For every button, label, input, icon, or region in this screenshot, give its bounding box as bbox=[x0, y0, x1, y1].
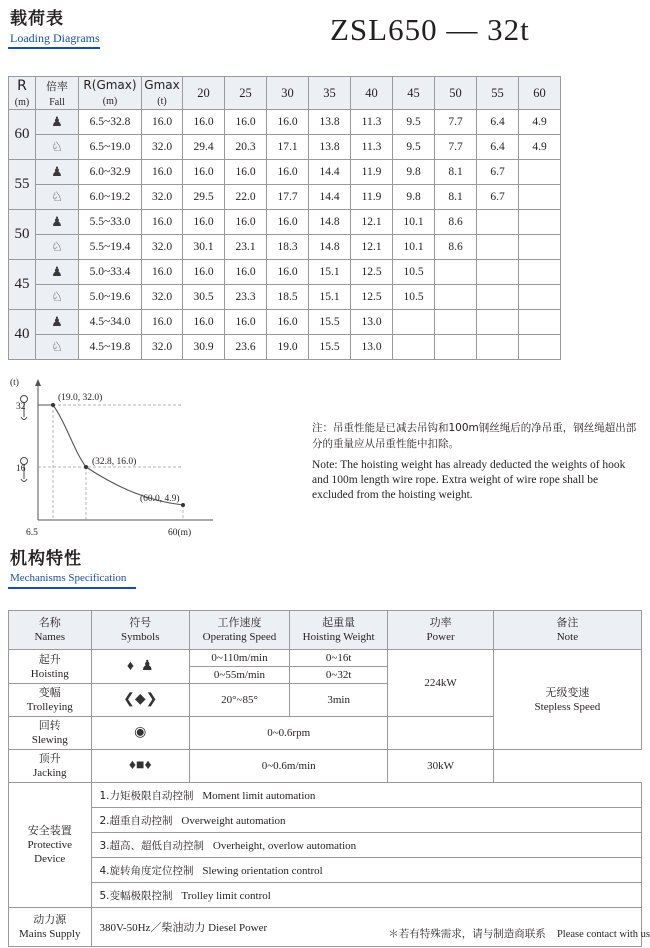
cell: 6.4 bbox=[477, 135, 519, 160]
cell bbox=[519, 260, 561, 285]
mains-supply-label-cn: 动力源 bbox=[33, 913, 67, 926]
gmax-value: 32.0 bbox=[142, 285, 183, 310]
header-gmax-unit: (t) bbox=[157, 96, 167, 107]
gmax-value: 16.0 bbox=[142, 260, 183, 285]
rgmax-value: 5.5~33.0 bbox=[79, 210, 142, 235]
cell: 15.1 bbox=[309, 285, 351, 310]
load-curve-chart bbox=[8, 375, 308, 545]
table-row bbox=[9, 210, 561, 235]
mech-name-jacking-en: Jacking bbox=[32, 767, 67, 779]
cell: 11.3 bbox=[351, 110, 393, 135]
rgmax-value: 5.0~19.6 bbox=[79, 285, 142, 310]
cell bbox=[519, 210, 561, 235]
table-row bbox=[9, 260, 561, 285]
mech-name-hoisting-cn: 起升 bbox=[38, 652, 61, 666]
header-col-60: 60 bbox=[519, 77, 561, 110]
mech-name-trolleying bbox=[9, 684, 92, 717]
mech-header-power-cn: 功率 bbox=[429, 616, 452, 629]
rgmax-value: 4.5~34.0 bbox=[79, 310, 142, 335]
mech-header-weight-cn: 起重量 bbox=[322, 616, 356, 629]
cell: 17.7 bbox=[267, 185, 309, 210]
header-col-40: 40 bbox=[351, 77, 393, 110]
cell: 18.3 bbox=[267, 235, 309, 260]
cell: 15.5 bbox=[309, 335, 351, 360]
cell: 16.0 bbox=[183, 210, 225, 235]
mech-header-power bbox=[388, 611, 493, 650]
mech-weight-hoisting-2: 0~32t bbox=[289, 667, 387, 684]
gmax-value: 32.0 bbox=[142, 235, 183, 260]
cell: 16.0 bbox=[183, 160, 225, 185]
mech-name-jacking-cn: 顶升 bbox=[38, 752, 61, 765]
mains-supply-value: 380V-50Hz／柴油动力 Diesel Power bbox=[91, 908, 642, 947]
mech-name-slewing-cn: 回转 bbox=[38, 719, 61, 732]
gmax-value: 16.0 bbox=[142, 210, 183, 235]
mech-header-power-en: Power bbox=[426, 631, 455, 643]
load-curve bbox=[38, 405, 183, 505]
header-col-50: 50 bbox=[435, 77, 477, 110]
table-row bbox=[9, 235, 561, 260]
mechanisms-header-row bbox=[9, 611, 642, 650]
safety-item-cn: 5.变幅极限控制 bbox=[99, 889, 173, 902]
header-radius-symbol: R bbox=[17, 77, 27, 94]
cell bbox=[393, 310, 435, 335]
chart-xtick-left: 6.5 bbox=[26, 528, 38, 538]
row-radius-40: 40 bbox=[9, 310, 36, 360]
chart-annotation-3: (60.0, 4.9) bbox=[140, 494, 180, 504]
cell: 22.0 bbox=[225, 185, 267, 210]
mech-header-names bbox=[9, 611, 92, 650]
safety-item bbox=[91, 783, 642, 808]
mechanisms-table bbox=[8, 610, 642, 947]
fall-icon: ♘ bbox=[36, 285, 79, 310]
curve-point-1 bbox=[51, 403, 55, 407]
cell: 15.1 bbox=[309, 260, 351, 285]
cell: 14.4 bbox=[309, 185, 351, 210]
cell bbox=[519, 310, 561, 335]
mech-name-jacking bbox=[9, 750, 92, 783]
mech-name-trolleying-en: Trolleying bbox=[26, 701, 73, 713]
mech-header-note-cn: 备注 bbox=[556, 616, 579, 629]
cell: 6.4 bbox=[477, 110, 519, 135]
cell: 4.9 bbox=[519, 110, 561, 135]
cell: 9.5 bbox=[393, 135, 435, 160]
cell: 16.0 bbox=[267, 210, 309, 235]
fall-icon: ♟ bbox=[36, 110, 79, 135]
loading-table-header-row bbox=[9, 77, 561, 110]
chart-xtick-right: 60(m) bbox=[168, 528, 192, 538]
cell bbox=[477, 260, 519, 285]
cell: 16.0 bbox=[267, 310, 309, 335]
trolleying-symbol-icon: ❮◆❯ bbox=[91, 684, 190, 717]
safety-item-en: Moment limit automation bbox=[202, 789, 316, 802]
header-fall-en: Fall bbox=[49, 96, 65, 108]
cell: 12.5 bbox=[351, 260, 393, 285]
cell: 12.1 bbox=[351, 210, 393, 235]
mech-row-hoisting-1 bbox=[9, 650, 642, 667]
cell: 16.0 bbox=[267, 260, 309, 285]
hoisting-note-cn: 注：吊重性能是已减去吊钩和100m钢丝绳后的净吊重，钢丝绳超出部分的重量应从吊重性能中扣除。 bbox=[312, 422, 637, 450]
cell: 11.9 bbox=[351, 160, 393, 185]
cell bbox=[477, 335, 519, 360]
cell: 10.5 bbox=[393, 285, 435, 310]
cell: 23.1 bbox=[225, 235, 267, 260]
hoisting-note bbox=[312, 420, 642, 503]
hoisting-symbol-icon: ♦ ♟ bbox=[91, 650, 190, 684]
safety-row-3 bbox=[9, 833, 642, 858]
fall-icon: ♟ bbox=[36, 310, 79, 335]
rgmax-value: 6.5~19.0 bbox=[79, 135, 142, 160]
cell: 16.0 bbox=[225, 110, 267, 135]
cell: 16.0 bbox=[225, 310, 267, 335]
header-gmax-label: Gmax bbox=[144, 78, 180, 92]
chart-ytick-16: 16 bbox=[16, 464, 26, 474]
cell: 23.3 bbox=[225, 285, 267, 310]
cell: 29.5 bbox=[183, 185, 225, 210]
table-row bbox=[9, 285, 561, 310]
mech-name-hoisting bbox=[9, 650, 92, 684]
cell: 8.6 bbox=[435, 210, 477, 235]
footer-note bbox=[0, 926, 650, 941]
safety-item bbox=[91, 858, 642, 883]
cell: 14.4 bbox=[309, 160, 351, 185]
cell: 12.5 bbox=[351, 285, 393, 310]
cell bbox=[519, 285, 561, 310]
row-radius-55: 55 bbox=[9, 160, 36, 210]
cell: 11.9 bbox=[351, 185, 393, 210]
safety-item-en: Overweight automation bbox=[181, 814, 286, 827]
loading-diagrams-title-cn: 载荷表 bbox=[10, 9, 64, 29]
header-rgmax-label: R(Gmax) bbox=[83, 78, 137, 92]
gmax-value: 32.0 bbox=[142, 335, 183, 360]
mech-speed-hoisting-2: 0~55m/min bbox=[190, 667, 290, 684]
safety-item bbox=[91, 833, 642, 858]
cell: 16.0 bbox=[267, 160, 309, 185]
table-row bbox=[9, 335, 561, 360]
mechanisms-title-en: Mechanisms Specification bbox=[10, 572, 127, 584]
cell: 14.8 bbox=[309, 235, 351, 260]
jacking-symbol-icon: ♦■♦ bbox=[91, 750, 190, 783]
cell: 20.3 bbox=[225, 135, 267, 160]
mech-note-stepless bbox=[493, 650, 641, 750]
mech-name-slewing bbox=[9, 717, 92, 750]
cell: 16.0 bbox=[225, 160, 267, 185]
mech-speed-jacking: 0~0.6m/min bbox=[190, 750, 388, 783]
safety-item-cn: 4.旋转角度定位控制 bbox=[99, 864, 194, 877]
cell: 18.5 bbox=[267, 285, 309, 310]
mech-header-note-en: Note bbox=[556, 631, 579, 643]
fall-icon: ♘ bbox=[36, 235, 79, 260]
cell bbox=[435, 335, 477, 360]
row-radius-50: 50 bbox=[9, 210, 36, 260]
safety-label bbox=[9, 783, 92, 908]
cell: 13.0 bbox=[351, 310, 393, 335]
header-col-30: 30 bbox=[267, 77, 309, 110]
gmax-value: 32.0 bbox=[142, 135, 183, 160]
chart-annotation-1: (19.0, 32.0) bbox=[58, 393, 103, 403]
cell: 16.0 bbox=[225, 260, 267, 285]
mechanisms-title bbox=[8, 548, 136, 589]
footer-note-cn: ＊若有特殊需求，请与制造商联系 bbox=[388, 928, 546, 940]
cell: 16.0 bbox=[183, 310, 225, 335]
mech-header-speed bbox=[190, 611, 290, 650]
mechanisms-title-cn: 机构特性 bbox=[10, 549, 82, 569]
mech-name-trolleying-cn: 变幅 bbox=[38, 686, 61, 699]
gmax-value: 32.0 bbox=[142, 185, 183, 210]
safety-label-cn: 安全装置 bbox=[27, 824, 72, 837]
rgmax-value: 6.5~32.8 bbox=[79, 110, 142, 135]
cell: 11.3 bbox=[351, 135, 393, 160]
mech-speed-trolleying: 3min bbox=[289, 684, 387, 717]
row-radius-60: 60 bbox=[9, 110, 36, 160]
table-row bbox=[9, 310, 561, 335]
cell: 29.4 bbox=[183, 135, 225, 160]
header-rgmax-unit: (m) bbox=[102, 96, 118, 107]
mech-row-jacking bbox=[9, 750, 642, 783]
fall-icon: ♘ bbox=[36, 135, 79, 160]
cell: 30.9 bbox=[183, 335, 225, 360]
rgmax-value: 6.0~32.9 bbox=[79, 160, 142, 185]
cell: 9.8 bbox=[393, 160, 435, 185]
header-rgmax bbox=[79, 77, 142, 110]
page-header bbox=[0, 0, 650, 68]
cell: 13.0 bbox=[351, 335, 393, 360]
mech-power-jacking: 30kW bbox=[388, 750, 493, 783]
header-col-55: 55 bbox=[477, 77, 519, 110]
mech-speed-hoisting-1: 0~110m/min bbox=[190, 650, 290, 667]
cell bbox=[519, 235, 561, 260]
safety-item-cn: 2.超重自动控制 bbox=[99, 814, 173, 827]
gmax-value: 16.0 bbox=[142, 110, 183, 135]
mech-weight-hoisting-1: 0~16t bbox=[289, 650, 387, 667]
slewing-symbol-icon: ◉ bbox=[91, 717, 190, 750]
cell: 13.8 bbox=[309, 110, 351, 135]
cell bbox=[477, 210, 519, 235]
cell: 7.7 bbox=[435, 135, 477, 160]
cell bbox=[477, 310, 519, 335]
model-name: ZSL650 — 32t bbox=[330, 12, 530, 47]
fall-icon: ♟ bbox=[36, 160, 79, 185]
cell: 23.6 bbox=[225, 335, 267, 360]
mech-speed-slewing: 0~0.6rpm bbox=[190, 717, 388, 750]
curve-point-3 bbox=[181, 503, 185, 507]
row-radius-45: 45 bbox=[9, 260, 36, 310]
cell: 17.1 bbox=[267, 135, 309, 160]
mech-header-symbols-cn: 符号 bbox=[129, 616, 152, 629]
cell: 7.7 bbox=[435, 110, 477, 135]
mech-name-hoisting-en: Hoisting bbox=[30, 667, 69, 680]
chart-y-arrow bbox=[35, 379, 41, 386]
cell bbox=[477, 235, 519, 260]
loading-diagrams-title bbox=[8, 8, 100, 49]
cell: 30.5 bbox=[183, 285, 225, 310]
loading-diagrams-title-en: Loading Diagrams bbox=[10, 31, 100, 45]
gmax-value: 16.0 bbox=[142, 310, 183, 335]
mech-power-slewing-blank bbox=[388, 717, 493, 750]
mech-name-slewing-en: Slewing bbox=[31, 734, 68, 746]
safety-item-en: Trolley limit control bbox=[181, 889, 271, 902]
cell: 6.7 bbox=[477, 160, 519, 185]
safety-item-cn: 1.力矩极限自动控制 bbox=[99, 789, 194, 802]
safety-row-1 bbox=[9, 783, 642, 808]
cell: 15.5 bbox=[309, 310, 351, 335]
header-fall bbox=[36, 77, 79, 110]
safety-item bbox=[91, 808, 642, 833]
footer-note-en: Please contact with us bbox=[556, 929, 650, 940]
mech-angle-trolleying: 20°~85° bbox=[190, 684, 290, 717]
cell bbox=[435, 285, 477, 310]
table-row bbox=[9, 135, 561, 160]
cell: 8.6 bbox=[435, 235, 477, 260]
cell: 9.5 bbox=[393, 110, 435, 135]
cell: 10.1 bbox=[393, 210, 435, 235]
mech-header-speed-en: Operating Speed bbox=[202, 631, 277, 643]
cell: 6.7 bbox=[477, 185, 519, 210]
mech-header-symbols bbox=[91, 611, 190, 650]
header-col-20: 20 bbox=[183, 77, 225, 110]
chart-ytick-32: 32 bbox=[16, 402, 26, 412]
cell: 30.1 bbox=[183, 235, 225, 260]
cell: 16.0 bbox=[267, 110, 309, 135]
rgmax-value: 5.5~19.4 bbox=[79, 235, 142, 260]
safety-label-en2: Device bbox=[34, 853, 66, 865]
fall-icon: ♘ bbox=[36, 335, 79, 360]
mech-header-symbols-en: Symbols bbox=[121, 631, 160, 643]
cell bbox=[477, 285, 519, 310]
cell: 8.1 bbox=[435, 160, 477, 185]
mech-note-cn: 无级变速 bbox=[545, 685, 590, 699]
table-row bbox=[9, 185, 561, 210]
safety-item-en: Slewing orientation control bbox=[202, 864, 323, 877]
mech-header-names-cn: 名称 bbox=[38, 616, 61, 629]
header-gmax bbox=[142, 77, 183, 110]
cell bbox=[519, 160, 561, 185]
cell: 13.8 bbox=[309, 135, 351, 160]
header-col-25: 25 bbox=[225, 77, 267, 110]
safety-item bbox=[91, 883, 642, 908]
safety-label-en1: Protective bbox=[27, 839, 73, 851]
cell: 19.0 bbox=[267, 335, 309, 360]
safety-row-2 bbox=[9, 808, 642, 833]
cell bbox=[393, 335, 435, 360]
mech-power-main: 224kW bbox=[388, 650, 493, 717]
chart-annotation-2: (32.8, 16.0) bbox=[92, 457, 137, 467]
rgmax-value: 4.5~19.8 bbox=[79, 335, 142, 360]
chart-ylabel: (t) bbox=[10, 378, 19, 388]
table-row bbox=[9, 160, 561, 185]
cell: 16.0 bbox=[225, 210, 267, 235]
cell: 12.1 bbox=[351, 235, 393, 260]
fall-icon: ♘ bbox=[36, 185, 79, 210]
mech-note-en: Stepless Speed bbox=[534, 700, 601, 713]
table-row bbox=[9, 110, 561, 135]
safety-item-cn: 3.超高、超低自动控制 bbox=[99, 839, 205, 852]
header-fall-cn: 倍率 bbox=[46, 79, 68, 93]
cell: 14.8 bbox=[309, 210, 351, 235]
hoisting-note-en: Note: The hoisting weight has already deducted the weights of hook and 100m length wire rope. Extra weight of wire rope shall be excluded from the hoisting weight. bbox=[312, 459, 626, 501]
mains-supply-label-en: Mains Supply bbox=[19, 928, 81, 940]
safety-row-4 bbox=[9, 858, 642, 883]
header-col-35: 35 bbox=[309, 77, 351, 110]
rgmax-value: 6.0~19.2 bbox=[79, 185, 142, 210]
cell: 16.0 bbox=[183, 110, 225, 135]
mech-header-weight-en: Hoisting Weight bbox=[302, 631, 375, 643]
cell bbox=[519, 335, 561, 360]
header-col-45: 45 bbox=[393, 77, 435, 110]
rgmax-value: 5.0~33.4 bbox=[79, 260, 142, 285]
loading-table bbox=[8, 76, 561, 360]
header-radius bbox=[9, 77, 36, 110]
cell: 16.0 bbox=[183, 260, 225, 285]
curve-point-2 bbox=[84, 465, 88, 469]
cell: 8.1 bbox=[435, 185, 477, 210]
mech-header-note bbox=[493, 611, 641, 650]
cell: 4.9 bbox=[519, 135, 561, 160]
header-radius-unit: (m) bbox=[14, 96, 30, 108]
mech-header-speed-cn: 工作速度 bbox=[217, 616, 262, 629]
safety-row-5 bbox=[9, 883, 642, 908]
cell bbox=[519, 185, 561, 210]
cell: 9.8 bbox=[393, 185, 435, 210]
cell bbox=[435, 260, 477, 285]
fall-icon: ♟ bbox=[36, 260, 79, 285]
gmax-value: 16.0 bbox=[142, 160, 183, 185]
loading-table-body bbox=[9, 110, 561, 360]
safety-item-en: Overheight, overlow automation bbox=[212, 839, 357, 852]
fall-icon: ♟ bbox=[36, 210, 79, 235]
cell: 10.1 bbox=[393, 235, 435, 260]
mech-header-names-en: Names bbox=[34, 631, 66, 643]
cell: 10.5 bbox=[393, 260, 435, 285]
mech-header-weight bbox=[289, 611, 387, 650]
cell bbox=[435, 310, 477, 335]
